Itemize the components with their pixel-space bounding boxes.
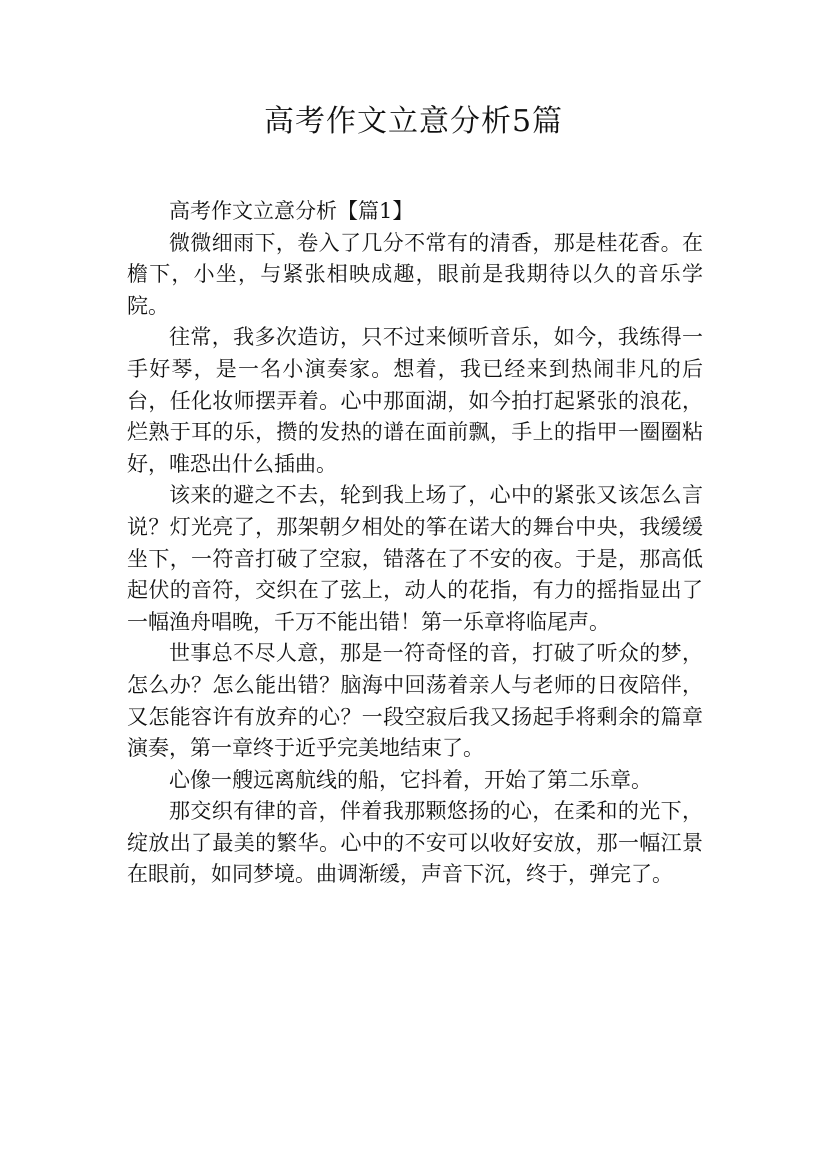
section-heading: 高考作文立意分析【篇1】 [169,199,414,223]
paragraph-1: 微微细雨下，卷入了几分不常有的清香，那是桂花香。在檐下，小坐，与紧张相映成趣，眼前是我期待以久的音乐学院。 [127,230,703,318]
document-title: 高考作文立意分析5篇 [263,104,564,139]
paragraph-3: 该来的避之不去，轮到我上场了，心中的紧张又该怎么言说？灯光亮了，那架朝夕相处的筝在诺大的舞台中央，我缓缓坐下，一符音打破了空寂，错落在了不安的夜。于是，那高低起伏的音符，交织在了弦上，动人的花指，有力的摇指显出了一幅渔舟唱晚，千万不能出错！第一乐章将临尾声。 [127,483,703,634]
paragraph-4: 世事总不尽人意，那是一符奇怪的音，打破了听众的梦，怎么办？怎么能出错？脑海中回荡着亲人与老师的日夜陪伴，又怎能容许有放弃的心？一段空寂后我又扬起手将剩余的篇章演奏，第一章终于近乎完美地结束了。 [127,641,703,761]
paragraph-6: 那交织有律的音，伴着我那颗悠扬的心，在柔和的光下，绽放出了最美的繁华。心中的不安可以收好安放，那一幅江景在眼前，如同梦境。曲调渐缓，声音下沉，终于，弹完了。 [127,799,703,887]
paragraph-5: 心像一艘远离航线的船，它抖着，开始了第二乐章。 [169,767,652,792]
article-body [127,196,703,891]
paragraph-2: 往常，我多次造访，只不过来倾听音乐，如今，我练得一手好琴，是一名小演奏家。想着，我已经来到热闹非凡的后台，任化妆师摆弄着。心中那面湖，如今拍打起紧张的浪花，烂熟于耳的乐，攒的发热的谱在面前飘，手上的指甲一圈圈粘好，唯恐出什么插曲。 [127,325,703,476]
